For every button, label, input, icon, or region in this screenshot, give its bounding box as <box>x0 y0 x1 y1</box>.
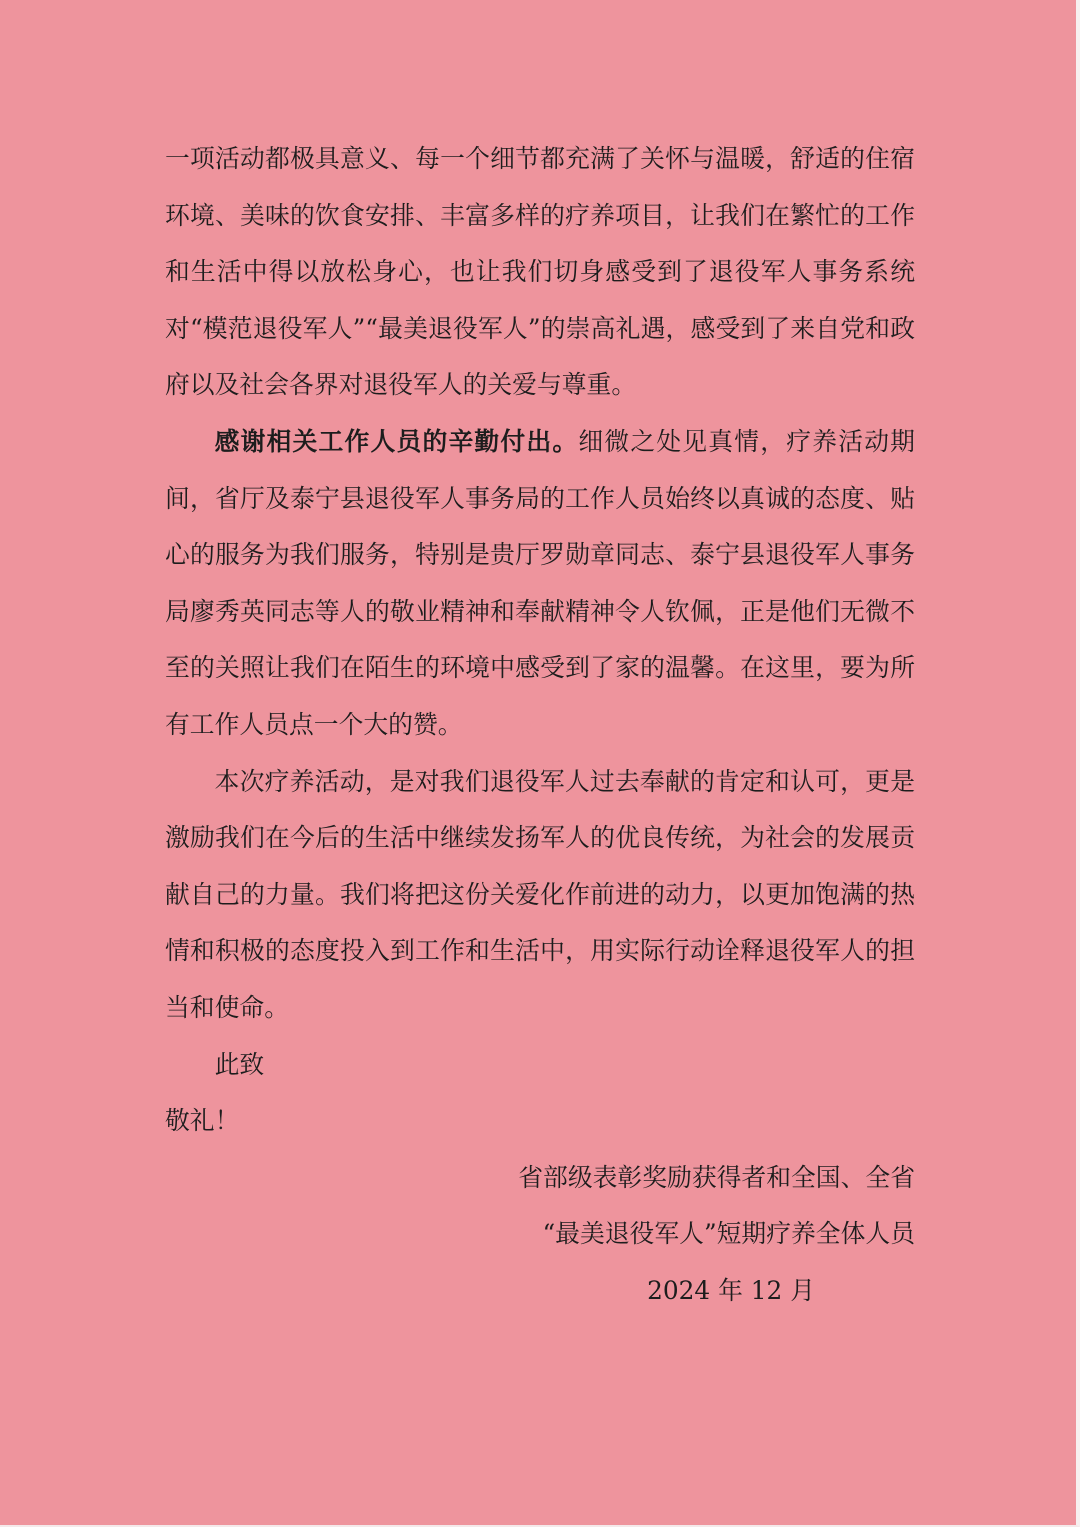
signature-line-2: “最美退役军人”短期疗养全体人员 <box>542 1219 915 1249</box>
paragraph-text: 细微之处见真情，疗养活动期间，省厅及泰宁县退役军人事务局的工作人员始终以真诚的态度、贴心的服务为我们服务，特别是贵厅罗勋章同志、泰宁县退役军人事务局廖秀英同志等人的敬业精神和奉献精神令人钦佩，正是他们无微不至的关照让我们在陌生的环境中感受到了家的温馨。在这里，要为所有工作人员点一个大的赞。 <box>165 426 915 739</box>
salutation: 此致 <box>214 1049 265 1079</box>
paragraph-thanks-staff <box>165 414 915 754</box>
paragraph-continuation <box>165 131 915 414</box>
paragraph-text: 一项活动都极具意义、每一个细节都充满了关怀与温暖，舒适的住宿环境、美味的饮食安排、丰富多样的疗养项目，让我们在繁忙的工作和生活中得以放松身心，也让我们切身感受到了退役军人事务系统对“模范退役军人”“最美退役军人”的崇高礼遇，感受到了来自党和政府以及社会各界对退役军人的关爱与尊重。 <box>165 144 915 400</box>
paragraph-lead: 感谢相关工作人员的辛勤付出。 <box>214 426 579 456</box>
signature-line-1: 省部级表彰奖励获得者和全国、全省 <box>518 1162 915 1192</box>
letter-body <box>165 131 915 1319</box>
closing: 敬礼！ <box>165 1106 240 1136</box>
paragraph-text: 本次疗养活动，是对我们退役军人过去奉献的肯定和认可，更是激励我们在今后的生活中继续发扬军人的优良传统，为社会的发展贡献自己的力量。我们将把这份关爱化作前进的动力，以更加饱满的热情和积极的态度投入到工作和生活中，用实际行动诠释退役军人的担当和使命。 <box>165 766 915 1022</box>
paragraph-commitment <box>165 754 915 1037</box>
signature-date: 2024 年 12 月 <box>647 1275 815 1305</box>
